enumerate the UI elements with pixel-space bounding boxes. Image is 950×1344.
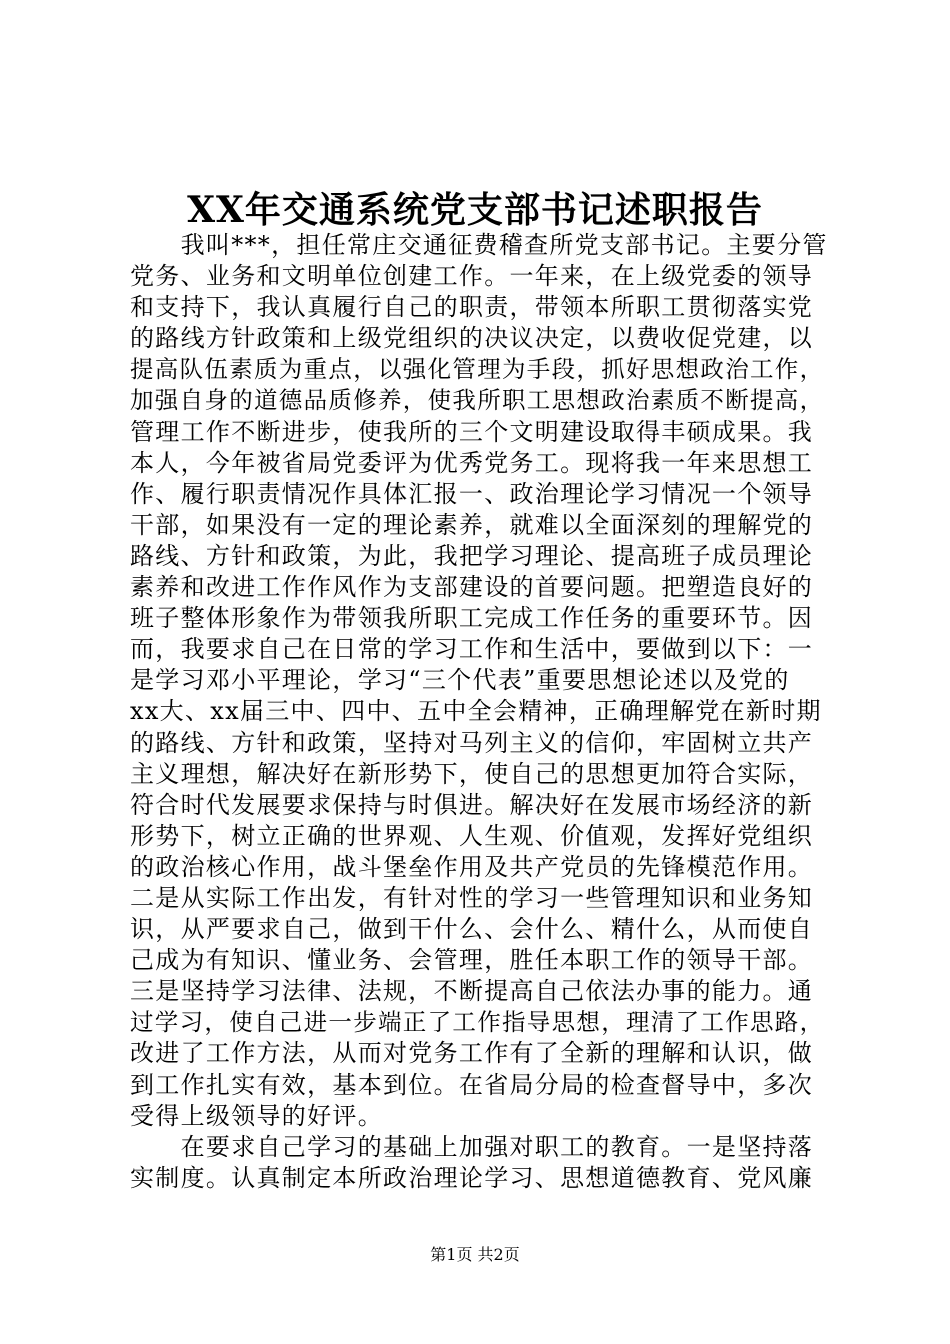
page-footer: 第1页 共2页	[430, 1245, 520, 1264]
body-text-line: 的政治核心作用，战斗堡垒作用及共产党员的先锋模范作用。	[130, 852, 814, 881]
body-text-line: 素养和改进工作作风作为支部建设的首要问题。把塑造良好的	[130, 573, 814, 602]
body-text-line: 本人，今年被省局党委评为优秀党务工。现将我一年来思想工	[130, 448, 814, 477]
body-text-line: 加强自身的道德品质修养，使我所职工思想政治素质不断提高，	[130, 386, 825, 415]
body-text-line: 过学习，使自己进一步端正了工作指导思想，理清了工作思路，	[130, 1008, 825, 1037]
body-text-line: 二是从实际工作出发，有针对性的学习一些管理知识和业务知	[130, 883, 814, 912]
body-text-line: 主义理想，解决好在新形势下，使自己的思想更加符合实际，	[130, 759, 814, 788]
body-text-line: 党务、业务和文明单位创建工作。一年来，在上级党委的领导	[130, 262, 814, 291]
body-text-line: 三是坚持学习法律、法规，不断提高自己依法办事的能力。通	[130, 977, 814, 1006]
body-text-line: xx大、xx届三中、四中、五中全会精神，正确理解党在新时期	[130, 697, 822, 726]
body-text-line: 识，从严要求自己，做到干什么、会什么、精什么，从而使自	[130, 915, 814, 944]
body-text-line: 和支持下，我认真履行自己的职责，带领本所职工贯彻落实党	[130, 293, 814, 322]
body-text-line: 符合时代发展要求保持与时俱进。解决好在发展市场经济的新	[130, 790, 814, 819]
document-title: XX年交通系统党支部书记述职报告	[187, 189, 763, 231]
body-text-line: 己成为有知识、懂业务、会管理，胜任本职工作的领导干部。	[130, 946, 814, 975]
body-text-line: 改进了工作方法，从而对党务工作有了全新的理解和认识，做	[130, 1039, 814, 1068]
body-text-line: 形势下，树立正确的世界观、人生观、价值观，发挥好党组织	[130, 821, 814, 850]
body-text-line: 是学习邓小平理论，学习“三个代表”重要思想论述以及党的	[130, 666, 790, 695]
body-text-line: 的路线方针政策和上级党组织的决议决定，以费收促党建，以	[130, 324, 814, 353]
body-text-line: 到工作扎实有效，基本到位。在省局分局的检查督导中，多次	[130, 1070, 814, 1099]
body-text-line: 路线、方针和政策，为此，我把学习理论、提高班子成员理论	[130, 541, 814, 570]
body-text-line: 提高队伍素质为重点，以强化管理为手段，抓好思想政治工作，	[130, 355, 825, 384]
body-text-line: 干部，如果没有一定的理论素养，就难以全面深刻的理解党的	[130, 510, 814, 539]
body-text-line: 作、履行职责情况作具体汇报一、政治理论学习情况一个领导	[130, 479, 814, 508]
document-body	[130, 230, 830, 1194]
body-text-line: 的路线、方针和政策，坚持对马列主义的信仰，牢固树立共产	[130, 728, 814, 757]
body-text-line: 管理工作不断进步，使我所的三个文明建设取得丰硕成果。我	[130, 417, 814, 446]
body-text-line: 受得上级领导的好评。	[130, 1101, 383, 1130]
body-text-line: 我叫***，担任常庄交通征费稽查所党支部书记。主要分管	[130, 231, 828, 259]
body-text-line: 在要求自己学习的基础上加强对职工的教育。一是坚持落	[130, 1132, 814, 1161]
body-text-line: 而，我要求自己在日常的学习工作和生活中，要做到以下：一	[130, 635, 814, 664]
body-text-line: 实制度。认真制定本所政治理论学习、思想道德教育、党风廉	[130, 1163, 814, 1192]
body-text-line: 班子整体形象作为带领我所职工完成工作任务的重要环节。因	[130, 604, 814, 633]
